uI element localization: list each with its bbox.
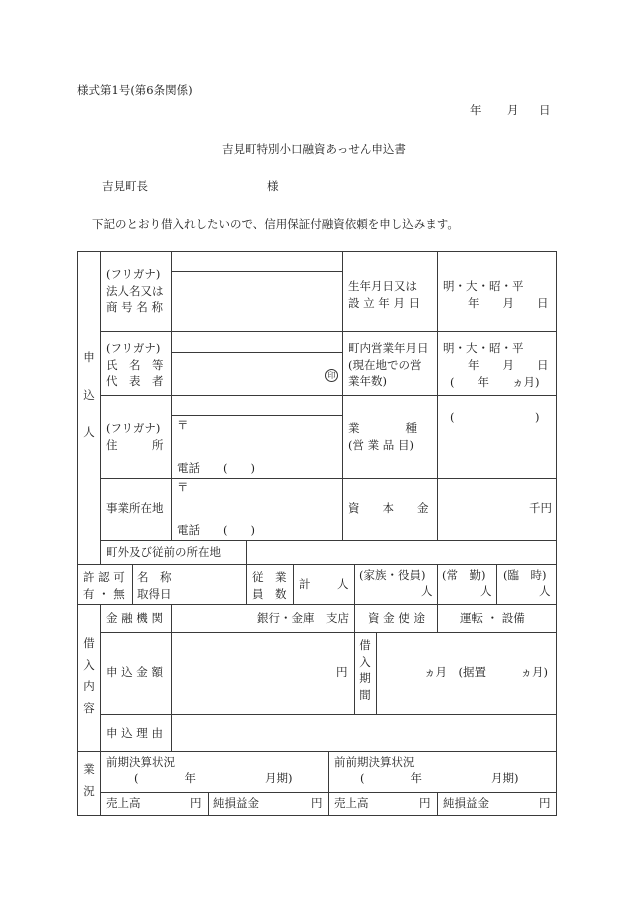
employees-total-unit: 人 bbox=[337, 577, 349, 591]
temp-unit: 人 bbox=[539, 584, 551, 598]
prevprev-profit-unit: 円 bbox=[539, 796, 551, 810]
address-postal-mark: 〒 bbox=[177, 418, 189, 432]
employees-label: 従 業 員 数 bbox=[252, 570, 287, 601]
regular-unit: 人 bbox=[480, 584, 492, 598]
reason-field[interactable] bbox=[172, 715, 556, 751]
prevprev-term-period[interactable]: ( 年 月期) bbox=[360, 771, 519, 785]
intro-text: 下記のとおり借入れしたいので、信用保証付融資依頼を申し込みます。 bbox=[92, 217, 459, 231]
amount-label: 申 込 金 額 bbox=[106, 665, 163, 679]
town-ymd: 年 月 日 bbox=[468, 358, 549, 372]
address-label: (フリガナ) 住 所 bbox=[106, 421, 164, 452]
corp-name-field[interactable] bbox=[172, 272, 342, 331]
corp-kana-field[interactable] bbox=[172, 252, 342, 271]
purpose-options[interactable]: 運転 ・ 設備 bbox=[460, 611, 525, 625]
seal-mark: 印 bbox=[325, 368, 338, 382]
date-month: 月 bbox=[507, 103, 519, 117]
town-business-label: 町内営業年月日 (現在地での営 業年数) bbox=[348, 341, 429, 389]
prev-profit-unit: 円 bbox=[311, 796, 323, 810]
birth-date-label: 生年月日又は 設 立 年 月 日 bbox=[348, 279, 421, 310]
prevprev-sales-unit: 円 bbox=[419, 796, 431, 810]
bank-label: 金 融 機 関 bbox=[106, 611, 163, 625]
amount-field[interactable] bbox=[172, 633, 354, 714]
bank-type[interactable]: 銀行・金庫 bbox=[257, 611, 315, 625]
industry-label: 業 種 (営 業 品 目) bbox=[348, 421, 417, 452]
address-field[interactable] bbox=[172, 416, 342, 460]
office-phone[interactable]: 電話 ( ) bbox=[177, 523, 255, 537]
amount-unit: 円 bbox=[336, 665, 348, 679]
family-label: (家族・役員) bbox=[359, 568, 426, 582]
prev-sales-label: 売上高 bbox=[106, 796, 141, 810]
date-day: 日 bbox=[539, 103, 551, 117]
bank-branch: 支店 bbox=[326, 611, 349, 625]
person-name-field[interactable] bbox=[172, 353, 342, 395]
town-years-months: ( 年 ヵ月) bbox=[450, 375, 540, 389]
prev-profit-label: 純損益金 bbox=[213, 796, 259, 810]
form-number: 様式第1号(第6条関係) bbox=[77, 83, 193, 97]
birth-ymd: 年 月 日 bbox=[468, 296, 549, 310]
address-phone[interactable]: 電話 ( ) bbox=[177, 461, 255, 475]
prevprev-term-label: 前前期決算状況 bbox=[334, 755, 415, 769]
industry-field[interactable]: ( ) bbox=[450, 410, 540, 424]
prev-sales-unit: 円 bbox=[190, 796, 202, 810]
office-label: 事業所在地 bbox=[106, 501, 164, 515]
office-address-field[interactable] bbox=[172, 479, 342, 523]
date-year: 年 bbox=[470, 103, 482, 117]
prev-term-period[interactable]: ( 年 月期) bbox=[134, 771, 293, 785]
applicant-side-label: 申 込 人 bbox=[83, 350, 95, 439]
prev-term-label: 前期決算状況 bbox=[106, 755, 175, 769]
previous-location-field[interactable] bbox=[247, 541, 556, 564]
form-title: 吉見町特別小口融資あっせん申込書 bbox=[222, 142, 406, 156]
period-value[interactable]: ヵ月 (据置 ヵ月) bbox=[424, 665, 548, 679]
capital-unit: 千円 bbox=[529, 501, 552, 515]
town-era-options[interactable]: 明・大・昭・平 bbox=[443, 341, 524, 355]
prevprev-sales-label: 売上高 bbox=[334, 796, 369, 810]
loan-side-label: 借 入 内 容 bbox=[83, 636, 95, 715]
business-side-label: 業 況 bbox=[83, 762, 95, 798]
person-kana-field[interactable] bbox=[172, 332, 342, 352]
addressee: 吉見町長 bbox=[102, 179, 148, 193]
person-name-label: (フリガナ) 氏 名 等 代 表 者 bbox=[106, 341, 164, 389]
address-kana-field[interactable] bbox=[172, 396, 342, 415]
period-label: 借 入 期 間 bbox=[359, 638, 371, 702]
temp-label: (臨 時) bbox=[503, 568, 547, 582]
prevprev-profit-label: 純損益金 bbox=[443, 796, 489, 810]
corp-name-label: (フリガナ) 法人名又は 商 号 名 称 bbox=[106, 267, 164, 315]
permit-label[interactable]: 許 認 可 有 ・ 無 bbox=[83, 570, 125, 601]
office-postal-mark: 〒 bbox=[177, 480, 189, 494]
purpose-label: 資 金 使 途 bbox=[368, 611, 425, 625]
reason-label: 申 込 理 由 bbox=[106, 726, 163, 740]
regular-label: (常 勤) bbox=[442, 568, 486, 582]
previous-location-label: 町外及び従前の所在地 bbox=[106, 545, 221, 559]
honorific: 様 bbox=[267, 179, 279, 193]
family-unit: 人 bbox=[421, 584, 433, 598]
employees-total-label: 計 bbox=[299, 577, 311, 591]
capital-label: 資 本 金 bbox=[348, 501, 429, 515]
birth-era-options[interactable]: 明・大・昭・平 bbox=[443, 279, 524, 293]
permit-name-label: 名 称 取得日 bbox=[137, 570, 172, 601]
